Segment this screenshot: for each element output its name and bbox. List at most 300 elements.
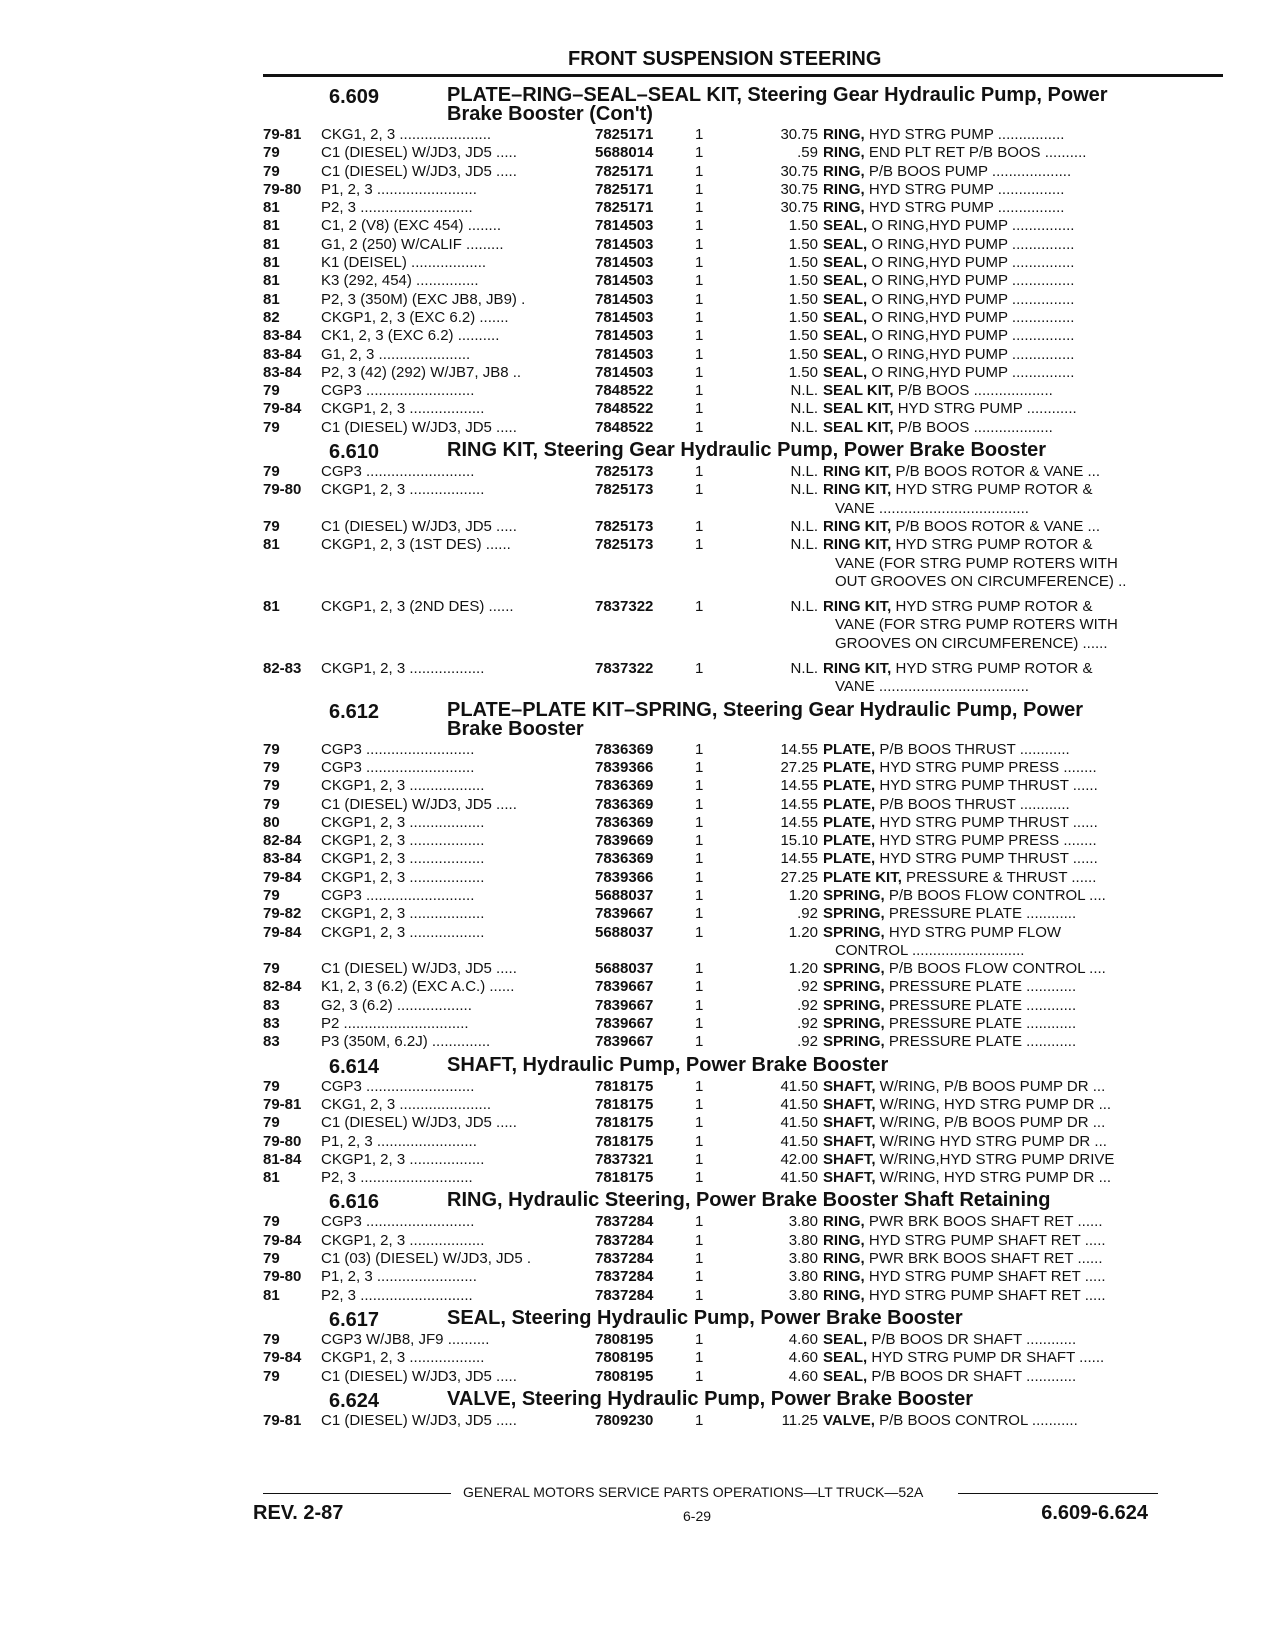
- price: 14.55: [780, 813, 818, 831]
- part-number: 7837284: [595, 1250, 654, 1268]
- model-application: C1 (DIESEL) W/JD3, JD5 .....: [321, 795, 517, 813]
- section-heading: [263, 441, 1223, 463]
- part-description: [823, 272, 1168, 290]
- model-year: 79: [263, 1367, 280, 1385]
- part-description: [823, 163, 1168, 181]
- price: 1.20: [788, 923, 818, 941]
- item-name: SPRING,: [823, 1033, 885, 1051]
- table-row: [263, 1151, 1223, 1169]
- model-application: CGP3 W/JB8, JF9 ..........: [321, 1330, 490, 1348]
- part-number: 7839667: [595, 996, 654, 1014]
- part-number: 7836369: [595, 777, 654, 795]
- quantity: 1: [695, 795, 704, 813]
- price: 27.25: [780, 868, 818, 886]
- part-number: 7825173: [595, 463, 654, 481]
- item-name: PLATE,: [823, 832, 876, 850]
- table-row: [263, 1078, 1223, 1096]
- description-line: SPRING, PRESSURE PLATE ............: [823, 1015, 1077, 1033]
- description-line: SPRING, HYD STRG PUMP FLOW: [823, 923, 1062, 941]
- description-line: SPRING, PRESSURE PLATE ............: [823, 996, 1077, 1014]
- quantity: 1: [695, 660, 704, 678]
- part-description: [823, 346, 1168, 364]
- table-row: [263, 997, 1223, 1015]
- item-name: RING,: [823, 126, 865, 143]
- price: .59: [797, 144, 818, 162]
- item-name: PLATE,: [823, 777, 876, 795]
- description-line: SEAL KIT, HYD STRG PUMP ............: [823, 400, 1077, 418]
- model-application: C1 (DIESEL) W/JD3, JD5 .....: [321, 960, 517, 978]
- part-number: 5688037: [595, 960, 654, 978]
- item-name: SEAL,: [823, 254, 868, 272]
- part-description: [823, 291, 1168, 309]
- description-line: PLATE KIT, PRESSURE & THRUST ......: [823, 868, 1097, 886]
- model-year: 81: [263, 217, 280, 235]
- price: 14.55: [780, 795, 818, 813]
- description-line: VANE (FOR STRG PUMP ROTERS WITH: [835, 554, 1118, 572]
- item-name: SPRING,: [823, 978, 885, 996]
- description-line: RING, HYD STRG PUMP SHAFT RET .....: [823, 1231, 1106, 1249]
- quantity: 1: [695, 1033, 704, 1051]
- section-heading: [263, 1191, 1223, 1213]
- model-application: K3 (292, 454) ...............: [321, 272, 479, 290]
- part-number: 7814503: [595, 235, 654, 253]
- description-line: SEAL KIT, P/B BOOS ...................: [823, 382, 1053, 400]
- part-description: [823, 777, 1168, 795]
- model-application: CKG1, 2, 3 ......................: [321, 126, 492, 143]
- description-line: VANE ....................................: [835, 499, 1029, 517]
- description-line: SEAL, O RING,HYD PUMP ...............: [823, 290, 1075, 308]
- model-year: 79-81: [263, 126, 302, 143]
- table-row: [263, 978, 1223, 996]
- part-description: [823, 850, 1168, 868]
- item-name: RING,: [823, 1213, 865, 1231]
- part-description: [823, 1250, 1168, 1268]
- item-name: SEAL,: [823, 327, 868, 345]
- part-description: [823, 364, 1168, 382]
- section-heading: [263, 1053, 1223, 1078]
- quantity: 1: [695, 886, 704, 904]
- description-line: SEAL, O RING,HYD PUMP ...............: [823, 254, 1075, 272]
- section-heading: [263, 698, 1223, 741]
- part-description: [823, 598, 1168, 653]
- item-name: RING KIT,: [823, 660, 892, 678]
- item-name: SPRING,: [823, 1015, 885, 1033]
- part-description: [823, 660, 1168, 697]
- page-title: FRONT SUSPENSION STEERING: [568, 48, 882, 70]
- section-title: SEAL, Steering Hydraulic Pump, Power Brake Booster: [447, 1306, 963, 1329]
- model-application: C1 (DIESEL) W/JD3, JD5 .....: [321, 144, 517, 162]
- price: .92: [797, 1015, 818, 1033]
- model-application: K1 (DEISEL) ..................: [321, 254, 487, 272]
- description-line: PLATE, HYD STRG PUMP THRUST ......: [823, 813, 1098, 831]
- part-number: 7825171: [595, 162, 654, 180]
- model-year: 79-84: [263, 400, 302, 418]
- table-row: [263, 1114, 1223, 1132]
- model-application: P1, 2, 3 ........................: [321, 180, 477, 198]
- description-line: CONTROL ...........................: [835, 941, 1025, 959]
- description-line: SEAL, HYD STRG PUMP DR SHAFT ......: [823, 1349, 1105, 1367]
- part-number: 7825171: [595, 126, 654, 143]
- quantity: 1: [695, 463, 704, 481]
- model-year: 81: [263, 254, 280, 272]
- part-description: [823, 126, 1168, 144]
- price: 14.55: [780, 777, 818, 795]
- model-year: 83-84: [263, 327, 302, 345]
- price: N.L.: [790, 536, 818, 554]
- model-year: 80: [263, 813, 280, 831]
- table-row: [263, 1268, 1223, 1286]
- part-number: 7818175: [595, 1132, 654, 1150]
- section-6-616: [263, 1191, 1223, 1308]
- table-row: [263, 814, 1223, 832]
- description-line: RING KIT, HYD STRG PUMP ROTOR &: [823, 481, 1093, 499]
- price: 1.50: [788, 217, 818, 235]
- model-year: 81: [263, 536, 280, 554]
- part-description: [823, 400, 1168, 418]
- quantity: 1: [695, 272, 704, 290]
- description-line: PLATE, HYD STRG PUMP PRESS ........: [823, 758, 1097, 776]
- price: 4.60: [788, 1367, 818, 1385]
- model-year: 83-84: [263, 850, 302, 868]
- table-row: [263, 217, 1223, 235]
- part-number: 7837322: [595, 598, 654, 616]
- part-number: 7809230: [595, 1411, 654, 1429]
- description-line: OUT GROOVES ON CIRCUMFERENCE) ..: [835, 572, 1127, 590]
- quantity: 1: [695, 1367, 704, 1385]
- part-number: 7839667: [595, 905, 654, 923]
- part-description: [823, 144, 1168, 162]
- price: N.L.: [790, 382, 818, 400]
- quantity: 1: [695, 905, 704, 923]
- item-name: RING,: [823, 1268, 865, 1286]
- price: 1.50: [788, 327, 818, 345]
- quantity: 1: [695, 345, 704, 363]
- item-name: PLATE,: [823, 740, 876, 758]
- quantity: 1: [695, 923, 704, 941]
- description-line: VANE ....................................: [835, 678, 1029, 696]
- part-description: [823, 382, 1168, 400]
- part-number: 7839667: [595, 1015, 654, 1033]
- part-number: 5688014: [595, 144, 654, 162]
- table-row: [263, 598, 1223, 653]
- model-application: CKGP1, 2, 3 ..................: [321, 850, 485, 868]
- description-line: SEAL, O RING,HYD PUMP ...............: [823, 363, 1075, 381]
- model-year: 81-84: [263, 1150, 302, 1168]
- table-row: [263, 364, 1223, 382]
- model-year: 79-84: [263, 1349, 302, 1367]
- table-row: [263, 759, 1223, 777]
- model-year: 79: [263, 886, 280, 904]
- table-row: [263, 1232, 1223, 1250]
- part-number: 7825171: [595, 199, 654, 217]
- item-name: PLATE,: [823, 758, 876, 776]
- part-description: [823, 832, 1168, 850]
- quantity: 1: [695, 868, 704, 886]
- model-year: 82: [263, 308, 280, 326]
- table-row: [263, 832, 1223, 850]
- model-year: 79: [263, 144, 280, 162]
- model-application: CK1, 2, 3 (EXC 6.2) ..........: [321, 327, 500, 345]
- part-description: [823, 1015, 1168, 1033]
- model-application: CGP3 ..........................: [321, 1077, 475, 1095]
- table-row: [263, 346, 1223, 364]
- description-line: SEAL, O RING,HYD PUMP ...............: [823, 327, 1075, 345]
- description-line: PLATE, P/B BOOS THRUST ............: [823, 795, 1070, 813]
- quantity: 1: [695, 813, 704, 831]
- table-row: [263, 144, 1223, 162]
- section-number: 6.609: [329, 86, 380, 108]
- price: 4.60: [788, 1330, 818, 1348]
- part-description: [823, 181, 1168, 199]
- section-6-612: [263, 698, 1223, 1056]
- model-year: 79: [263, 777, 280, 795]
- part-number: 5688037: [595, 886, 654, 904]
- model-application: CKGP1, 2, 3 ..................: [321, 400, 485, 418]
- model-application: P3 (350M, 6.2J) ..............: [321, 1033, 491, 1051]
- table-row: [263, 887, 1223, 905]
- description-line: PLATE, HYD STRG PUMP THRUST ......: [823, 777, 1098, 795]
- model-application: P2, 3 ...........................: [321, 1169, 473, 1187]
- model-application: C1 (DIESEL) W/JD3, JD5 .....: [321, 162, 517, 180]
- part-description: [823, 978, 1168, 996]
- item-name: SEAL,: [823, 1349, 868, 1367]
- quantity: 1: [695, 1349, 704, 1367]
- price: 1.50: [788, 235, 818, 253]
- part-number: 7839366: [595, 758, 654, 776]
- part-number: 7808195: [595, 1349, 654, 1367]
- item-name: SEAL KIT,: [823, 400, 894, 418]
- part-number: 7839366: [595, 868, 654, 886]
- revision-label: REV. 2-87: [253, 1502, 344, 1524]
- model-application: C1 (DIESEL) W/JD3, JD5 .....: [321, 517, 517, 535]
- quantity: 1: [695, 217, 704, 235]
- price: 41.50: [780, 1114, 818, 1132]
- part-description: [823, 960, 1168, 978]
- part-description: [823, 463, 1168, 481]
- quantity: 1: [695, 1114, 704, 1132]
- model-year: 79: [263, 1213, 280, 1231]
- part-description: [823, 254, 1168, 272]
- description-line: RING, HYD STRG PUMP ................: [823, 199, 1065, 217]
- model-year: 81: [263, 235, 280, 253]
- table-row: [263, 419, 1223, 437]
- part-description: [823, 1349, 1168, 1367]
- description-line: SEAL, O RING,HYD PUMP ...............: [823, 217, 1075, 235]
- part-number: 7814503: [595, 308, 654, 326]
- quantity: 1: [695, 1169, 704, 1187]
- model-application: CKGP1, 2, 3 ..................: [321, 923, 485, 941]
- table-row: [263, 400, 1223, 418]
- model-year: 79: [263, 517, 280, 535]
- part-number: 7839669: [595, 832, 654, 850]
- price: 14.55: [780, 850, 818, 868]
- part-description: [823, 1114, 1168, 1132]
- part-number: 7837284: [595, 1268, 654, 1286]
- quantity: 1: [695, 777, 704, 795]
- description-line: SEAL, O RING,HYD PUMP ...............: [823, 345, 1075, 363]
- part-number: 7837284: [595, 1231, 654, 1249]
- item-name: SHAFT,: [823, 1169, 876, 1187]
- description-line: SEAL, O RING,HYD PUMP ...............: [823, 235, 1075, 253]
- model-year: 79: [263, 418, 280, 436]
- section-title: PLATE–PLATE KIT–SPRING, Steering Gear Hydraulic Pump, Power: [447, 698, 1084, 721]
- section-title: Brake Booster: [447, 717, 584, 740]
- description-line: SHAFT, W/RING, P/B BOOS PUMP DR ...: [823, 1114, 1106, 1132]
- part-description: [823, 759, 1168, 777]
- item-name: RING KIT,: [823, 536, 892, 554]
- description-line: RING KIT, HYD STRG PUMP ROTOR &: [823, 598, 1093, 616]
- part-description: [823, 481, 1168, 518]
- model-application: G2, 3 (6.2) ..................: [321, 996, 472, 1014]
- part-description: [823, 1078, 1168, 1096]
- price: 30.75: [780, 199, 818, 217]
- section-title: Brake Booster (Con't): [447, 103, 653, 125]
- part-number: 7837321: [595, 1150, 654, 1168]
- description-line: SEAL, O RING,HYD PUMP ...............: [823, 272, 1075, 290]
- part-number: 7848522: [595, 400, 654, 418]
- model-application: K1, 2, 3 (6.2) (EXC A.C.) ......: [321, 978, 515, 996]
- item-name: PLATE KIT,: [823, 868, 902, 886]
- table-row: [263, 309, 1223, 327]
- model-application: CGP3 ..........................: [321, 886, 475, 904]
- price: N.L.: [790, 660, 818, 678]
- part-description: [823, 869, 1168, 887]
- description-line: PLATE, HYD STRG PUMP THRUST ......: [823, 850, 1098, 868]
- part-number: 7814503: [595, 363, 654, 381]
- part-number: 7836369: [595, 740, 654, 758]
- model-application: G1, 2 (250) W/CALIF .........: [321, 235, 504, 253]
- price: 3.80: [788, 1268, 818, 1286]
- model-application: C1 (DIESEL) W/JD3, JD5 .....: [321, 1411, 517, 1429]
- part-description: [823, 1133, 1168, 1151]
- quantity: 1: [695, 978, 704, 996]
- table-row: [263, 1287, 1223, 1305]
- table-row: [263, 1349, 1223, 1367]
- section-title: RING KIT, Steering Gear Hydraulic Pump, Power Brake Booster: [447, 439, 1047, 462]
- model-application: CGP3 ..........................: [321, 463, 475, 481]
- table-row: [263, 254, 1223, 272]
- quantity: 1: [695, 199, 704, 217]
- model-application: CGP3 ..........................: [321, 1213, 475, 1231]
- part-number: 7825173: [595, 536, 654, 554]
- model-application: P2 ..............................: [321, 1015, 469, 1033]
- table-row: [263, 518, 1223, 536]
- price: 3.80: [788, 1231, 818, 1249]
- part-description: [823, 924, 1168, 961]
- part-description: [823, 1033, 1168, 1051]
- item-name: RING KIT,: [823, 517, 892, 535]
- section-heading: [263, 86, 1223, 126]
- quantity: 1: [695, 1330, 704, 1348]
- price: 41.50: [780, 1169, 818, 1187]
- model-application: CKGP1, 2, 3 ..................: [321, 481, 485, 499]
- table-row: [263, 481, 1223, 518]
- item-name: SEAL KIT,: [823, 382, 894, 400]
- item-name: SEAL,: [823, 235, 868, 253]
- part-number: 7837322: [595, 660, 654, 678]
- section-title: RING, Hydraulic Steering, Power Brake Booster Shaft Retaining: [447, 1189, 1051, 1212]
- model-year: 79: [263, 1250, 280, 1268]
- item-name: SEAL,: [823, 345, 868, 363]
- table-row: [263, 1331, 1223, 1349]
- description-line: VANE (FOR STRG PUMP ROTERS WITH: [835, 616, 1118, 634]
- item-name: SHAFT,: [823, 1114, 876, 1132]
- model-application: CKGP1, 2, 3 ..................: [321, 832, 485, 850]
- table-row: [263, 463, 1223, 481]
- model-year: 79: [263, 162, 280, 180]
- quantity: 1: [695, 517, 704, 535]
- model-application: CKGP1, 2, 3 ..................: [321, 905, 485, 923]
- item-name: SEAL,: [823, 308, 868, 326]
- description-line: SPRING, PRESSURE PLATE ............: [823, 978, 1077, 996]
- description-line: SPRING, P/B BOOS FLOW CONTROL ....: [823, 886, 1106, 904]
- table-row: [263, 181, 1223, 199]
- quantity: 1: [695, 996, 704, 1014]
- model-year: 79-81: [263, 1411, 302, 1429]
- part-number: 7848522: [595, 382, 654, 400]
- section-title: PLATE–RING–SEAL–SEAL KIT, Steering Gear Hydraulic Pump, Power: [447, 84, 1108, 106]
- part-number: 7818175: [595, 1114, 654, 1132]
- item-name: RING KIT,: [823, 481, 892, 499]
- table-row: [263, 1133, 1223, 1151]
- price: N.L.: [790, 418, 818, 436]
- model-application: P1, 2, 3 ........................: [321, 1132, 477, 1150]
- model-application: P1, 2, 3 ........................: [321, 1268, 477, 1286]
- item-name: RING,: [823, 144, 865, 162]
- quantity: 1: [695, 850, 704, 868]
- section-6-617: [263, 1306, 1223, 1390]
- part-number: 7836369: [595, 795, 654, 813]
- part-number: 7825171: [595, 180, 654, 198]
- description-line: SEAL, P/B BOOS DR SHAFT ............: [823, 1330, 1077, 1348]
- model-year: 83: [263, 1033, 280, 1051]
- quantity: 1: [695, 1250, 704, 1268]
- description-line: SHAFT, W/RING, HYD STRG PUMP DR ...: [823, 1095, 1112, 1113]
- item-name: RING,: [823, 199, 865, 217]
- price: .92: [797, 905, 818, 923]
- table-row: [263, 1015, 1223, 1033]
- model-application: CGP3 ..........................: [321, 758, 475, 776]
- part-number: 7825173: [595, 481, 654, 499]
- description-line: RING, PWR BRK BOOS SHAFT RET ......: [823, 1250, 1103, 1268]
- table-row: [263, 126, 1223, 144]
- section-heading: [263, 1387, 1223, 1412]
- table-row: [263, 741, 1223, 759]
- price: 41.50: [780, 1095, 818, 1113]
- table-row: [263, 382, 1223, 400]
- description-line: RING, HYD STRG PUMP SHAFT RET .....: [823, 1268, 1106, 1286]
- model-application: C1 (03) (DIESEL) W/JD3, JD5 .: [321, 1250, 532, 1268]
- price: 30.75: [780, 162, 818, 180]
- quantity: 1: [695, 308, 704, 326]
- item-name: SPRING,: [823, 905, 885, 923]
- item-name: SEAL KIT,: [823, 418, 894, 436]
- part-description: [823, 997, 1168, 1015]
- part-description: [823, 887, 1168, 905]
- item-name: PLATE,: [823, 850, 876, 868]
- description-line: RING, PWR BRK BOOS SHAFT RET ......: [823, 1213, 1103, 1231]
- table-row: [263, 536, 1223, 591]
- price: 14.55: [780, 740, 818, 758]
- section-spacer: [263, 1430, 1223, 1434]
- model-year: 79-84: [263, 1231, 302, 1249]
- section-number: 6.610: [329, 441, 380, 464]
- model-application: C1 (DIESEL) W/JD3, JD5 .....: [321, 1367, 517, 1385]
- price: 4.60: [788, 1349, 818, 1367]
- price: N.L.: [790, 400, 818, 418]
- part-number: 7836369: [595, 850, 654, 868]
- part-description: [823, 1287, 1168, 1305]
